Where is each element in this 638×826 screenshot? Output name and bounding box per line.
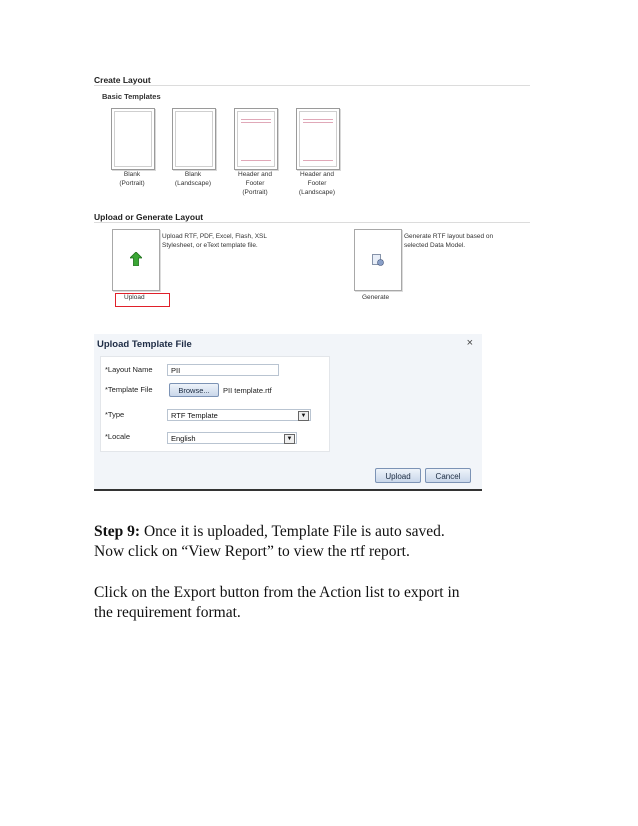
create-layout-title: Create Layout: [94, 75, 151, 85]
locale-label: *Locale: [105, 432, 131, 441]
dialog-form-panel: [100, 356, 330, 452]
layout-name-input[interactable]: PII: [167, 364, 279, 376]
locale-value: English: [171, 434, 196, 443]
footer-line: [241, 160, 271, 161]
dialog-title: Upload Template File: [97, 339, 192, 350]
template-caption: Header and Footer (Landscape): [298, 171, 336, 196]
chevron-down-icon[interactable]: ▼: [298, 411, 309, 421]
step-text: Once it is uploaded, Template File is auto saved.: [140, 523, 445, 540]
close-icon[interactable]: ×: [466, 337, 473, 349]
header-line: [303, 119, 333, 120]
page-thumbnail: [175, 111, 213, 167]
type-value: RTF Template: [171, 411, 218, 420]
template-caption: Header and Footer (Portrait): [238, 171, 272, 196]
header-line: [241, 119, 271, 120]
template-caption: Blank (Landscape): [174, 171, 212, 187]
generate-document-icon: [372, 254, 384, 266]
upload-description: Upload RTF, PDF, Excel, Flash, XSL Stylesheet, or eText template file.: [162, 233, 268, 249]
browse-button[interactable]: Browse...: [169, 383, 219, 397]
green-up-arrow-icon: [130, 252, 142, 266]
upload-generate-title: Upload or Generate Layout: [94, 212, 204, 222]
export-text-line2: the requirement format.: [94, 604, 241, 621]
generate-tile[interactable]: [354, 229, 402, 291]
header-footer-portrait-template[interactable]: [234, 108, 278, 170]
generate-description: Generate RTF layout based on selected Data Model.: [404, 233, 494, 249]
page-thumbnail: [299, 111, 337, 167]
generate-label[interactable]: Generate: [362, 294, 390, 301]
template-file-label: *Template File: [105, 385, 153, 394]
step-label: Step 9:: [94, 523, 141, 540]
chevron-down-icon[interactable]: ▼: [284, 434, 295, 444]
template-caption: Blank (Portrait): [119, 171, 145, 187]
header-footer-landscape-template[interactable]: [296, 108, 340, 170]
locale-select[interactable]: [167, 432, 297, 444]
template-file-value: PII template.rtf: [223, 386, 272, 395]
header-line: [303, 122, 333, 123]
header-line: [241, 122, 271, 123]
step-text-line2: Now click on “View Report” to view the rtf report.: [94, 543, 410, 560]
page-thumbnail: [237, 111, 275, 167]
export-text-line1: Click on the Export button from the Action list to export in: [94, 584, 460, 601]
basic-templates-label: Basic Templates: [102, 92, 161, 101]
blank-landscape-template[interactable]: [172, 108, 216, 170]
page-thumbnail: [114, 111, 152, 167]
type-select[interactable]: [167, 409, 311, 421]
layout-name-label: *Layout Name: [105, 365, 153, 374]
step-9-paragraph: [94, 522, 534, 562]
upload-button[interactable]: Upload: [375, 468, 421, 483]
export-paragraph: [94, 583, 534, 623]
footer-line: [303, 160, 333, 161]
divider: [94, 85, 530, 86]
divider: [94, 222, 530, 223]
blank-portrait-template[interactable]: [111, 108, 155, 170]
cancel-button[interactable]: Cancel: [425, 468, 471, 483]
type-label: *Type: [105, 410, 125, 419]
upload-template-dialog: [94, 334, 482, 491]
upload-tile[interactable]: [112, 229, 160, 291]
upload-label[interactable]: Upload: [124, 294, 145, 301]
